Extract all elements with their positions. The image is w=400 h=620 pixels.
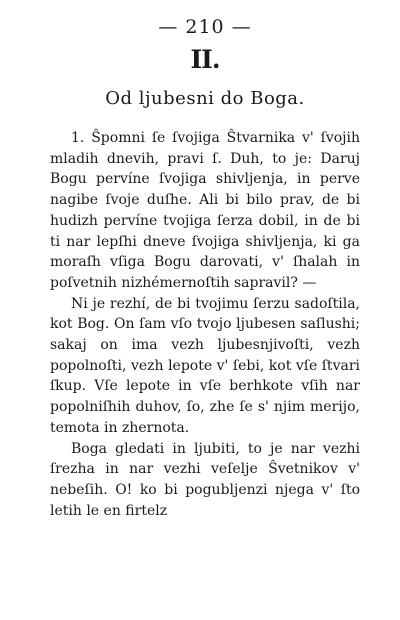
- body-text: [50, 128, 360, 521]
- paragraph-2: Ni je rezhí, de bi tvojimu ſerzu sadoſtila, kot Bog. On ſam vſo tvojo ljubesen saſlushi; sakaj on ima vezh ljubesnjivoſti, vezh popolnoſti, vezh lepote v' ſebi, kot vſe ſtvari ſkup. Vſe lepote in vſe berhkote vſih nar popolniſhih duhov, ſo, zhe ſe s' njim merijo, temota in zhernota.: [50, 295, 360, 436]
- paragraph-1: 1. Ŝpomni ſe ſvojiga Ŝtvarnika v' ſvojih mladih dnevih, pravi ſ. Duh, to je: Daruj Bogu pervíne ſvojiga shivljenja, in perve nagibe ſvoje duſhe. Ali bi bilo prav, de bi hudizh pervíne tvojiga ſerza dobil, in de bi ti nar lepſhi dneve ſvojiga shivljenja, ki ga moraſh vſiga Bogu darovati, v' ſhalah in poſvetnih nizhémernoſtih sapravil? —: [50, 130, 360, 291]
- page-number: — 210 —: [158, 16, 252, 38]
- chapter-numeral: II.: [190, 45, 220, 74]
- chapter-title: Od ljubesni do Boga.: [105, 88, 305, 109]
- paragraph-3: Boga gledati in ljubiti, to je nar vezhi ſrezha in nar vezhi veſelje Ŝvetnikov v' nebeſih. O! ko bi pogubljenzi njega v' ſto letih le en firtelz: [50, 440, 360, 519]
